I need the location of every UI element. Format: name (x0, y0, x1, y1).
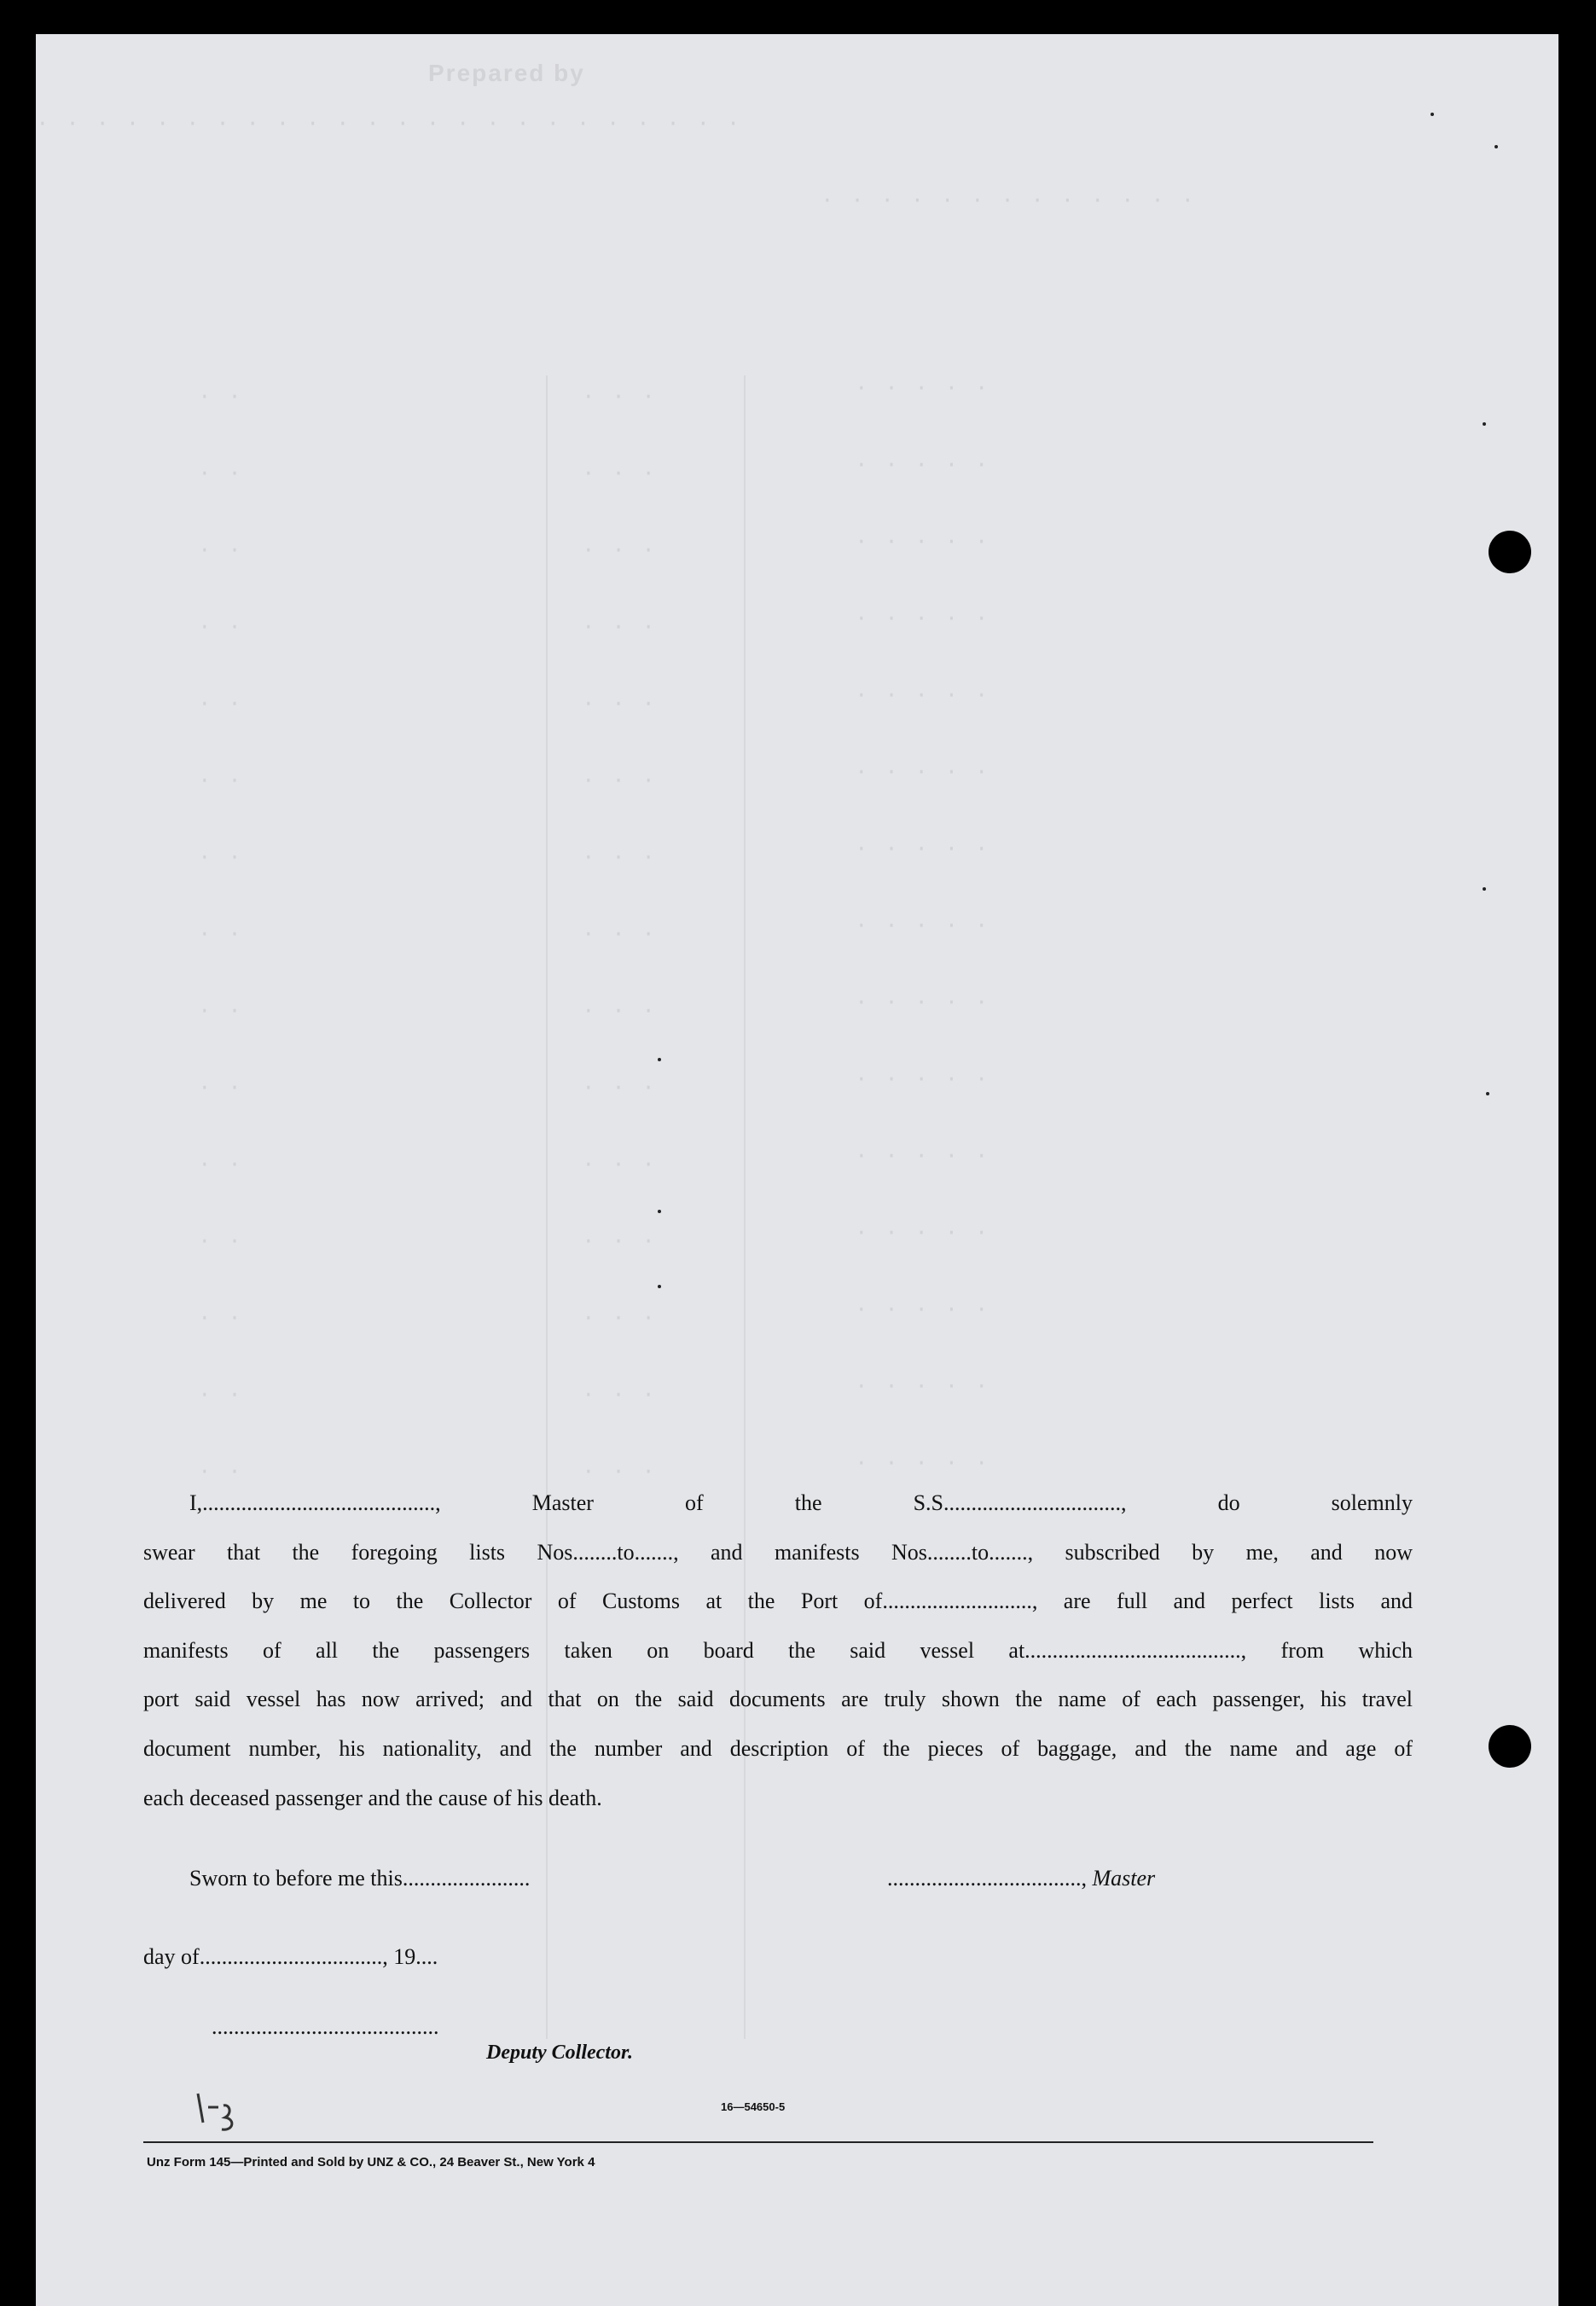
printer-footer: Unz Form 145—Printed and Sold by UNZ & CO., 24 Beaver St., New York 4 (147, 2155, 595, 2169)
oath-line-3: delivered by me to the Collector of Customs at the Port of..........................., are full and perfect lists and (143, 1589, 1413, 1614)
speck (1483, 887, 1486, 891)
bleed-through-column: · · · · · · · · · · · · · · · · · · · · · · · · · · · · · · (198, 384, 243, 1484)
bleed-through-text: · · · · · · · · · · · · · (821, 188, 1197, 213)
speck (658, 1058, 661, 1061)
speck (1431, 113, 1434, 116)
oath-line-4: manifests of all the passengers taken on board the said vessel at......................................., from which (143, 1637, 1413, 1663)
speck (1483, 422, 1486, 426)
form-code: 16—54650-5 (721, 2100, 786, 2113)
oath-line-1: I,.........................................., Master of the S.S................................, do solemnly (189, 1490, 1413, 1515)
oath-line-7: each deceased passenger and the cause of his death. (143, 1785, 602, 1810)
oath-line-5: port said vessel has now arrived; and that on the said documents are truly shown the name of each passenger, his travel (143, 1687, 1413, 1712)
master-dots: ..................................., (887, 1866, 1093, 1891)
oath-line-6: document number, his nationality, and the number and description of the pieces of baggage, and the name and age of (143, 1735, 1413, 1761)
bleed-through-column: · · · · · · · · · · · · · · · · · · · · · · · · · · · · · · · · · · · · · · · · · · · · · (582, 384, 658, 1484)
master-signature-line (887, 1866, 1155, 1891)
master-label: Master (1092, 1866, 1156, 1891)
punch-hole-bottom (1489, 1725, 1531, 1768)
bleed-through-header: Prepared by (428, 60, 585, 86)
speck (658, 1210, 661, 1213)
speck (658, 1285, 661, 1288)
handwritten-pencil-mark (189, 2088, 241, 2136)
punch-hole-top (1489, 531, 1531, 573)
day-line: day of................................., 19.... (143, 1944, 438, 1969)
speck (1486, 1092, 1489, 1095)
oath-paragraph (143, 1478, 1413, 1822)
speck (1494, 145, 1498, 148)
bleed-through-column: · · · · · · · · · · · · · · · · · · · · · · · · · · · · · · · · · · · · · · · · · · · · · · · · · · · · · · · · · · · · · · · · · · · · · · · · · · · (855, 375, 990, 1476)
oath-line-2: swear that the foregoing lists Nos........to......., and manifests Nos........to......., subscribed by me, and now (143, 1539, 1413, 1565)
bleed-through-text: · · · · · · · · · · · · · · · · · · · · · · · · (36, 111, 742, 137)
deputy-collector-label: Deputy Collector. (486, 2042, 633, 2064)
sworn-line: Sworn to before me this....................... (189, 1866, 531, 1891)
footer-rule (143, 2141, 1373, 2143)
deputy-collector-dots: ......................................... (212, 2014, 439, 2039)
